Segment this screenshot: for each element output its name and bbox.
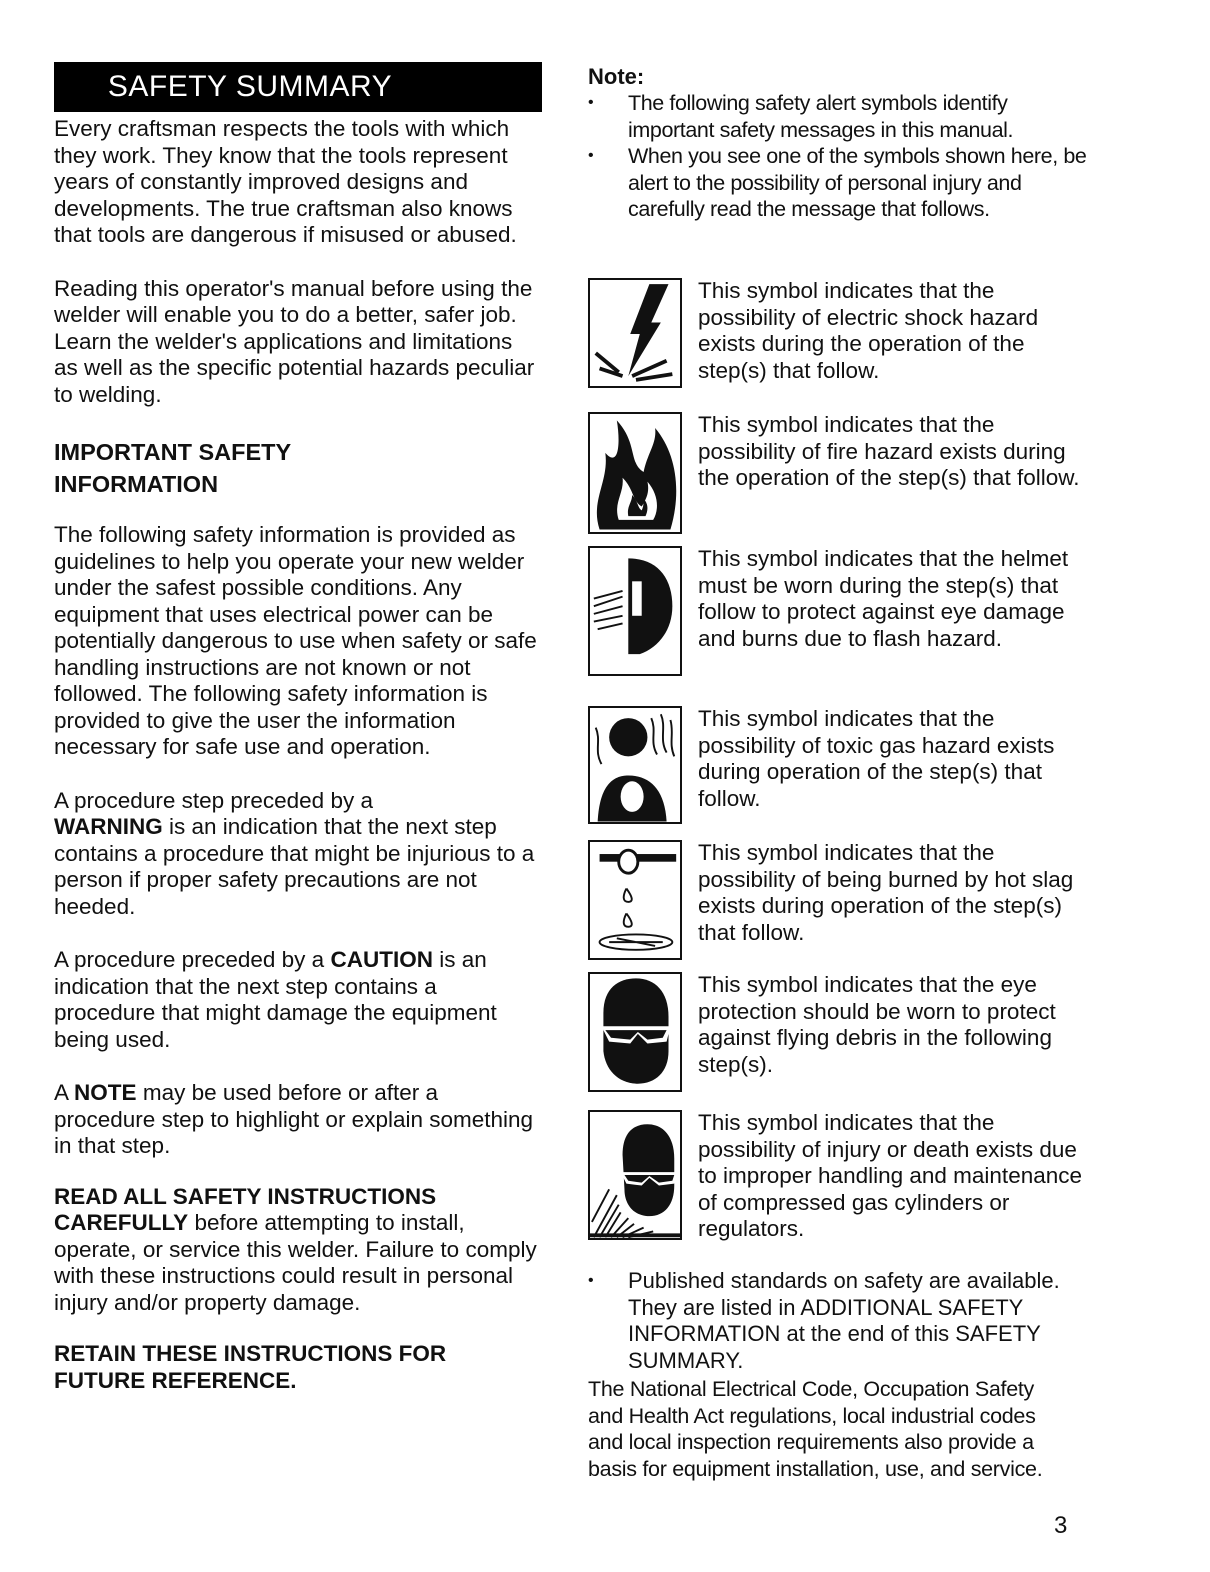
warning-text-pre: A procedure step preceded by a (54, 787, 373, 813)
safety-info-paragraph: The following safety information is provided as guidelines to help you operate your new welder under the safest possible conditions. Any equipment that uses electrical power can be potentially dangerous to use when safety or safe handling instructions are not known or not followed. The following safety information is provided to give the user the information necessary for safe use and operation. (54, 522, 537, 759)
note-section (588, 64, 1088, 223)
note-text-pre: A (54, 1080, 68, 1105)
toxic-gas-icon (588, 706, 682, 824)
symbol-text: This symbol indicates that the possibility of being burned by hot slag exists during operation of the step(s) that follow. (698, 840, 1074, 945)
symbol-text: This symbol indicates that the eye protection should be worn to protect against flying debris in the following step(s). (698, 972, 1056, 1077)
warning-text-post: is an indication that the next step contains a procedure that might be injurious to a person if proper safety precautions are not heeded. (54, 814, 535, 919)
eye-protection-icon (588, 972, 682, 1092)
symbol-text: This symbol indicates that the possibility of injury or death exists due to improper handling and maintenance of compressed gas cylinders or regulators. (698, 1110, 1083, 1241)
read-instructions-paragraph (54, 1184, 542, 1317)
note-label: Note: (588, 64, 645, 89)
warning-paragraph (54, 788, 542, 921)
published-bullet: • Published standards on safety are available. They are listed in ADDITIONAL SAFETY INFORMATION at the end of this SAFETY SUMMARY. (588, 1268, 1108, 1374)
published-standards (588, 1268, 1108, 1374)
page-title: SAFETY SUMMARY (107, 70, 393, 103)
welding-helmet-icon (588, 546, 682, 676)
caution-text-post: is an indication that the next step contains a procedure that might damage the equipment being used. (54, 947, 497, 1052)
caution-word: CAUTION (330, 947, 433, 972)
symbol-text: This symbol indicates that the possibility of toxic gas hazard exists during operation of the step(s) that follow. (698, 706, 1055, 811)
electric-shock-icon (588, 278, 682, 388)
important-heading: IMPORTANT SAFETY INFORMATION (54, 439, 291, 497)
caution-text-pre: A procedure preceded by a (54, 947, 325, 972)
retain-instructions: RETAIN THESE INSTRUCTIONS FOR FUTURE REFERENCE. (54, 1341, 447, 1393)
intro-paragraph: Every craftsman respects the tools with which they work. They know that the tools represent years of constantly improved designs and developments. The true craftsman also knows that tools are dangerous if misused or abused. (54, 116, 517, 247)
symbol-text: This symbol indicates that the helmet must be worn during the step(s) that follow to protect against eye damage and burns due to flash hazard. (698, 546, 1069, 651)
published-bullets (588, 1268, 1108, 1374)
title-banner (54, 62, 542, 112)
note-bullet: • The following safety alert symbols identify important safety messages in this manual. (588, 90, 1088, 143)
fire-hazard-icon (588, 412, 682, 534)
reading-paragraph: Reading this operator's manual before using the welder will enable you to do a better, safer job. Learn the welder's applications and limitations as well as the specific potential hazards peculiar to welding. (54, 275, 535, 407)
nec-paragraph: The National Electrical Code, Occupation Safety and Health Act regulations, local industrial codes and local inspection requirements also provide a basis for equipment installation, use, and service. (588, 1377, 1043, 1481)
warning-word: WARNING (54, 814, 163, 839)
page-number: 3 (1054, 1512, 1068, 1539)
hot-slag-icon (588, 840, 682, 960)
symbol-text: This symbol indicates that the possibility of fire hazard exists during the operation of the step(s) that follow. (698, 412, 1080, 490)
read-instructions-rest: before attempting to install, operate, or service this welder. Failure to comply with these instructions could result in personal injury and/or property damage. (54, 1210, 537, 1315)
note-paragraph (54, 1080, 542, 1160)
caution-paragraph (54, 947, 542, 1053)
read-instructions-bold: READ ALL SAFETY INSTRUCTIONS CAREFULLY (54, 1183, 437, 1235)
compressed-gas-icon (588, 1110, 682, 1240)
note-text-post: may be used before or after a procedure step to highlight or explain something in that step. (54, 1080, 534, 1158)
note-bullet: • When you see one of the symbols shown here, be alert to the possibility of personal injury and carefully read the message that follows. (588, 143, 1088, 223)
left-column (54, 62, 542, 1394)
note-word: NOTE (74, 1080, 137, 1105)
symbol-text: This symbol indicates that the possibility of electric shock hazard exists during the operation of the step(s) that follow. (698, 278, 1039, 383)
note-bullets (588, 90, 1088, 223)
